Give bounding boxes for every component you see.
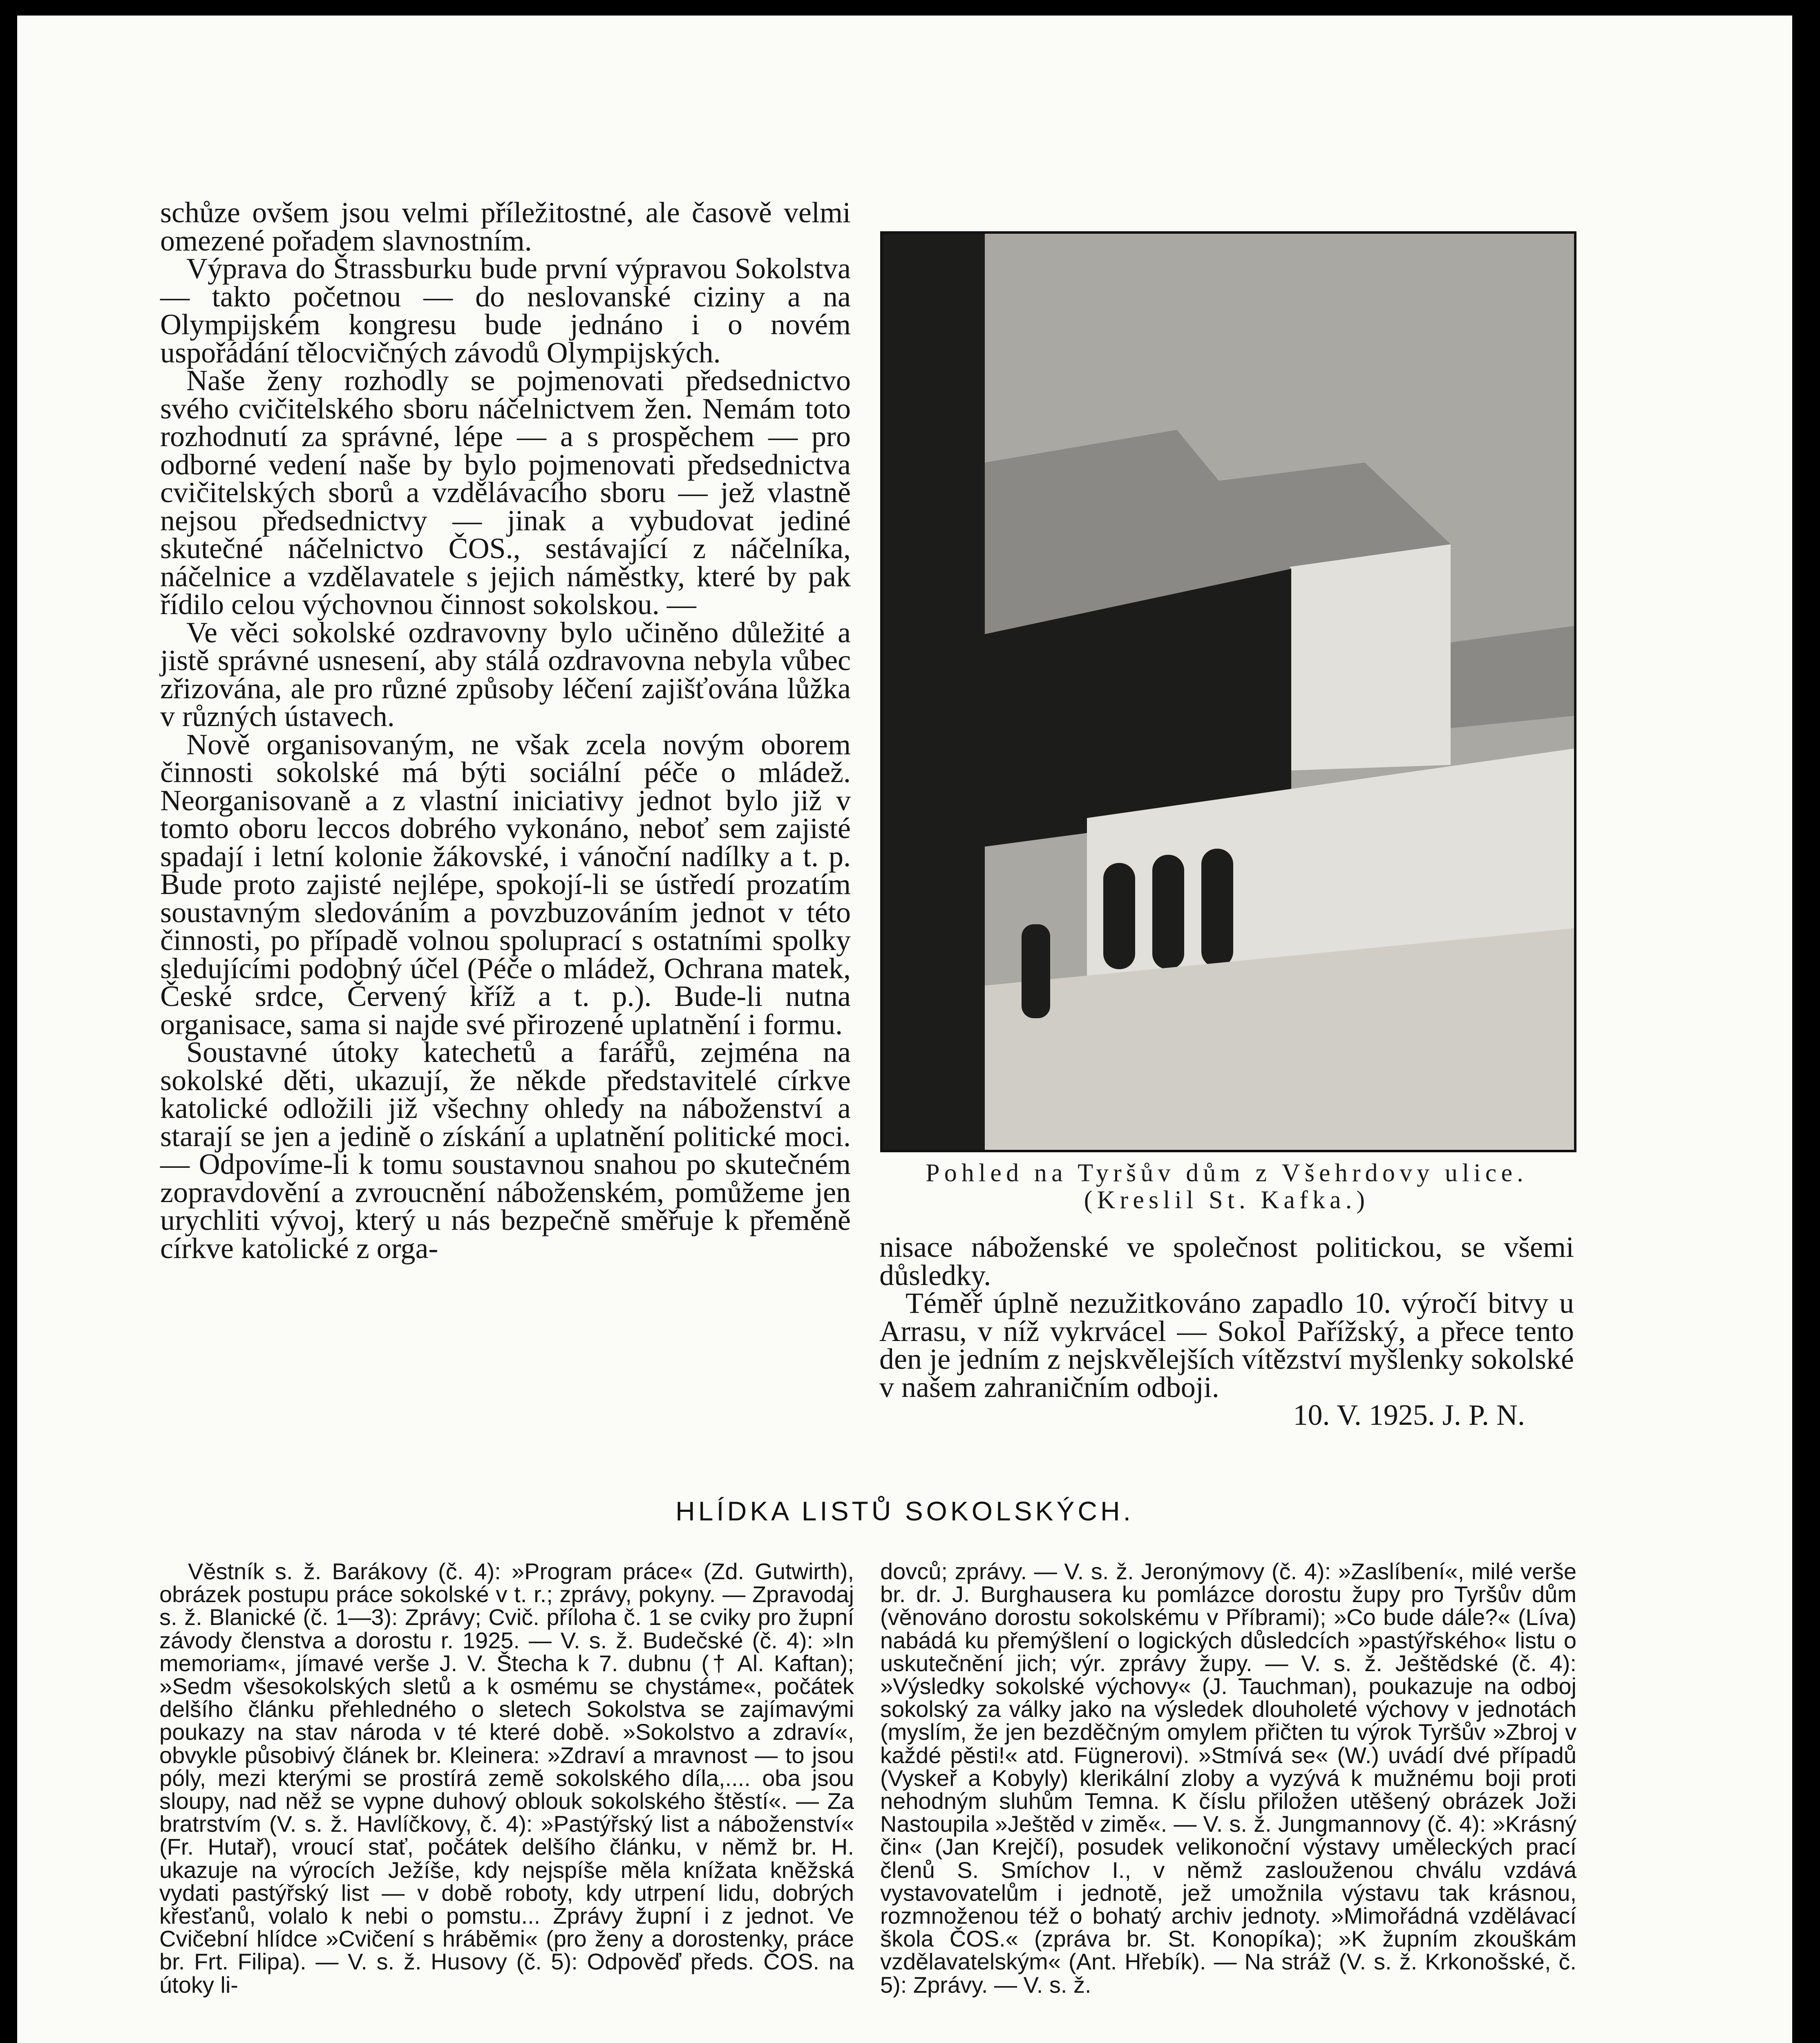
signature: 10. V. 1925. J. P. N.	[1293, 1399, 1525, 1431]
arch-2	[1152, 855, 1184, 969]
paragraph: Téměř úplně nezužitkováno zapadlo 10. výročí bitvy u Arrasu, v níž vykrvácel — Sokol Pařížský, a přece tento den je jedním z nejskvělejších vítězství myšlenky sokolské v našem zahraničním odboji.	[879, 1287, 1574, 1404]
news-paragraph: dovců; zprávy. — V. s. ž. Jeronýmovy (č. 4): »Zaslíbení«, milé verše br. dr. J. Burghausera ku pomlázce dorostu župy pro Tyršův dům (věnováno dorostu sokolskému v Příbrami); »Co bude dále?« (Líva) nabádá ku přemýšlení o logických důsledcích »pastýřského« listu o uskutečnění jich; výr. zprávy župy. — V. s. ž. Ještědské (č. 4): »Výsledky sokolské výchovy« (J. Tauchman), poukazuje na odboj sokolský za války jako na výsledek dlouholeté výchovy v jednotách (myslím, že jen bezděčným omylem přičten tu výrok Tyršův »Zbroj v každé pěsti!« atd. Fügnerovi). »Stmívá se« (W.) uvádí dvé případů (Vyskeř a Kobyly) klerikální zloby a vyzývá k mužnému boji proti nehodným sluhům Temna. K číslu přiložen utěšený obrázek Joži Nastoupila »Ještěd v zimě«. — V. s. ž. Jungmannovy (č. 4): »Krásný čin« (Jan Krejčí), posudek velikonoční výstavy uměleckých prací členů S. Smíchov I., v němž zaslouženou chválu vzdává vystavovatelům i jednotě, jež umožnila výstavu tak krásnou, rozmnoženou též o bohatý archiv jednoty. »Mimořádná vzdělávací škola ČOS.« (zpráva br. St. Konopíka); »K župním zkouškám vzdělavatelským« (Ant. Hřebík). — Na stráž (V. s. ž. Krkonošské, č. 5): Zprávy. — V. s. ž.	[880, 1558, 1576, 1998]
page	[17, 16, 1792, 2043]
news-paragraph: Věstník s. ž. Barákovy (č. 4): »Program práce« (Zd. Gutwirth), obrázek postupu práce sokolské v t. r.; zprávy, pokyny. — Zpravodaj s. ž. Blanické (č. 1—3): Zprávy; Cvič. příloha č. 1 se cviky pro župní závody členstva a dorostu r. 1925. — V. s. ž. Budečské (č. 4): »In memoriam«, jímavé verše J. V. Štecha k 7. dubnu († Al. Kaftan); »Sedm všesokolských sletů a k osmému se chystáme«, počátek delšího článku přehledného o sletech Sokolstva se zajímavými poukazy na stav národa v té které době. »Sokolstvo a zdraví«, obvykle působivý článek br. Kleinera: »Zdraví a mravnost — to jsou póly, mezi kterými se prostírá země sokolského díla,.... oba jsou sloupy, nad něž se vypne duhový oblouk sokolského štěstí«. — Za bratrstvím (V. s. ž. Havlíčkovy, č. 4): »Pastýřský list a náboženství« (Fr. Hutař), vroucí stať, počátek delšího článku, v němž br. H. ukazuje na výrocích Ježíše, kdy nejspíše měla knížata kněžská vydati pastýřský list — v době roboty, kdy utrpení lidu, dobrých křesťanů, volalo k nebi o pomstu... Zprávy župní i z jednot. Ve Cvičební hlídce »Cvičení s hráběmi« (pro ženy a dorostenky, práce br. Frt. Filipa). — V. s. ž. Husovy (č. 5): Odpověď předs. ČOS. na útoky li-	[159, 1558, 854, 1998]
news-left-column	[159, 1560, 854, 1996]
street-drawing	[883, 234, 1574, 1150]
paragraph: nisace náboženské ve společnost politickou, se všemi důsledky.	[879, 1231, 1574, 1292]
right-roof	[1451, 626, 1574, 728]
caption-line-1: Pohled na Tyršův dům z Všehrdovy ulice.	[926, 1159, 1528, 1187]
news-right-column	[880, 1560, 1576, 1996]
paragraph: Nově organisovaným, ne však zcela novým oborem činnosti sokolské má býti sociální péče o mládež. Neorganisovaně a z vlastní iniciativy jednot bylo již v tomto oboru leccos dobrého vykonáno, neboť sem zajisté spadají i letní kolonie žákovské, i vánoční nadílky a t. p. Bude proto zajisté nejlépe, spokojí-li se ústředí prozatím soustavným sledováním a povzbuzováním jednot v této činnosti, po případě volnou spoluprací s ostatními spolky sledujícími podobný účel (Péče o mládež, Ochrana matek, České srdce, Červený kříž a t. p.). Bude-li nutna organisace, sama si najde své přirozené uplatnění i formu.	[160, 728, 851, 1041]
caption-line-2: (Kreslil St. Kafka.)	[1084, 1186, 1370, 1214]
main-text-right-column	[879, 1233, 1574, 1429]
figure-caption	[867, 1160, 1586, 1214]
paragraph: Ve věci sokolské ozdravovny bylo učiněno důležité a jistě správné usnesení, aby stálá ozdravovna nebyla vůbec zřizována, ale pro různé způsoby léčení zajišťována lůžka v různých ústavech.	[160, 616, 851, 733]
arch-3	[1201, 849, 1233, 967]
section-title: HLÍDKA LISTŮ SOKOLSKÝCH.	[675, 1496, 1134, 1526]
figure-silhouette	[1022, 924, 1050, 1018]
paragraph: Výprava do Štrassburku bude první výpravou Sokolstva — takto početnou — do neslovanské ciziny a na Olympijském kongresu bude jednáno i o novém uspořádání tělocvičných závodů Olympijských.	[160, 252, 851, 369]
illustration	[880, 231, 1576, 1152]
paragraph: Soustavné útoky katechetů a farářů, zejména na sokolské děti, ukazují, že někde představitelé církve katolické odložili již všechny ohledy na náboženství a starají se jen a jedině o získání a uplatnění politické moci. — Odpovíme-li k tomu soustavnou snahou po skutečném zopravdovění a zvroucnění náboženském, pomůžeme jen urychliti vývoj, který u nás bezpečně směřuje k přeměně církve katolické z orga-	[160, 1036, 851, 1265]
paragraph: Naše ženy rozhodly se pojmenovati předsednictvo svého cvičitelského sboru náčelnictvem žen. Nemám toto rozhodnutí za správné, lépe — a s prospěchem — pro odborné vedení naše by bylo pojmenovati předsednictva cvičitelských sborů a vzdělávacího sboru — jež vlastně nejsou předsednictvy — jinak a vybudovat jediné skutečné náčelnictvo ČOS., sestávající z náčelníka, náčelnice a vzdělavatele s jejich náměstky, které by pak řídilo celou výchovnou činnost sokolskou. —	[160, 364, 851, 621]
paragraph: schůze ovšem jsou velmi příležitostné, ale časově velmi omezené pořadem slavnostním.	[160, 196, 851, 257]
main-text-left-column	[160, 196, 851, 1265]
left-dark-building	[883, 234, 985, 1150]
arch-1	[1103, 863, 1135, 969]
